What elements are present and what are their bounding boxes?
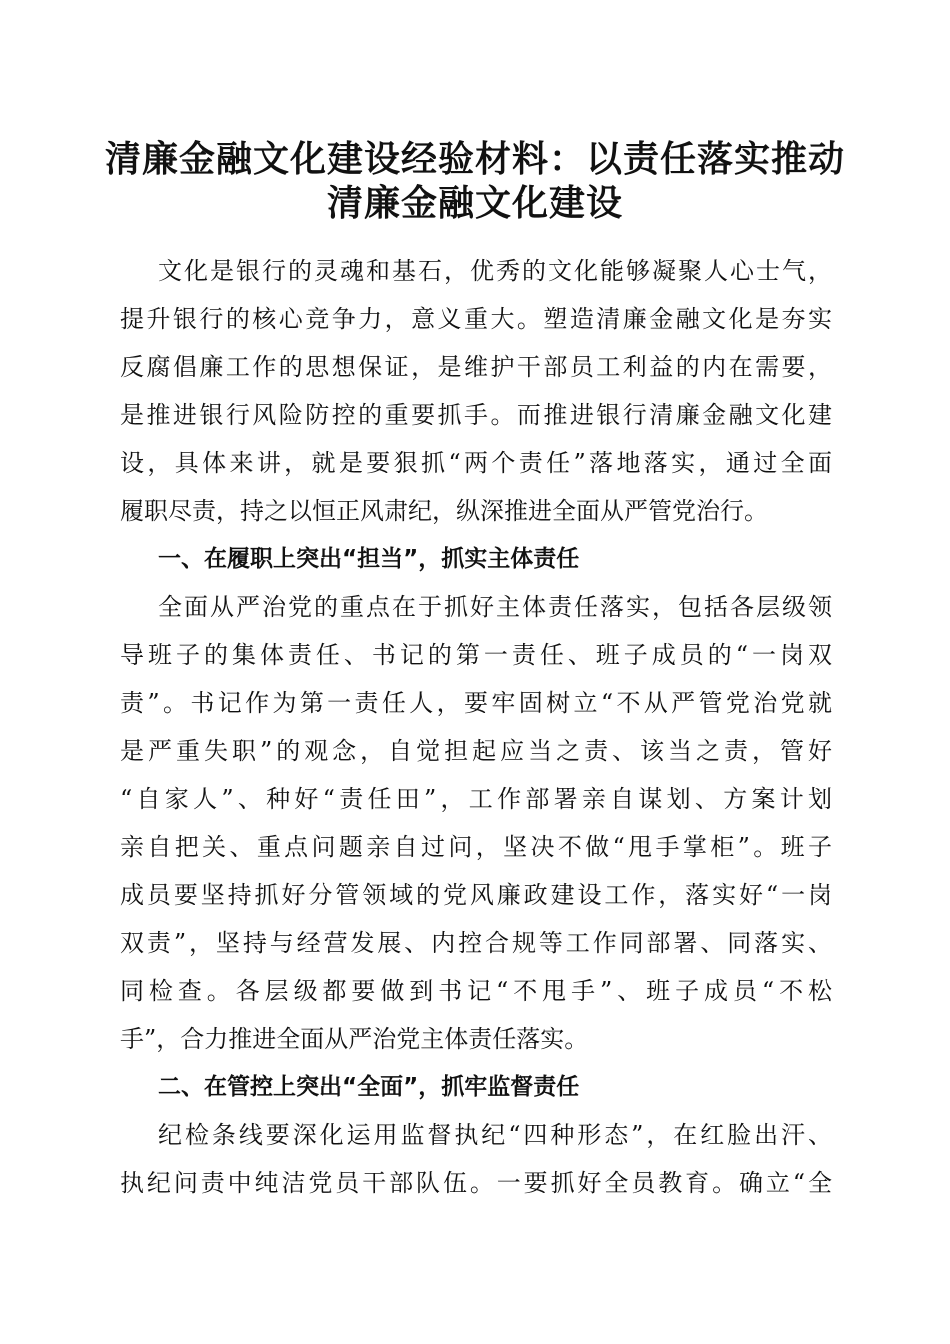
section-heading-2: 二、在管控上突出“全面”，抓牢监督责任 <box>158 1074 580 1100</box>
paragraph-2-line-7: 成员要坚持抓好分管领域的党风廉政建设工作，落实好“一岗 <box>120 881 832 909</box>
paragraph-2-line-1: 全面从严治党的重点在于抓好主体责任落实，包括各层级领 <box>158 593 832 621</box>
paragraph-3-line-2: 执纪问责中纯洁党员干部队伍。一要抓好全员教育。确立“全 <box>120 1169 832 1197</box>
paragraph-1-line-2: 提升银行的核心竞争力，意义重大。塑造清廉金融文化是夯实 <box>120 305 832 333</box>
paragraph-1-line-5: 设，具体来讲，就是要狠抓“两个责任”落地落实，通过全面 <box>120 449 832 477</box>
paragraph-2-line-8: 双责”，坚持与经营发展、内控合规等工作同部署、同落实、 <box>120 929 832 957</box>
paragraph-2-line-5: “自家人”、种好“责任田”，工作部署亲自谋划、方案计划 <box>120 785 832 813</box>
section-heading-1: 一、在履职上突出“担当”，抓实主体责任 <box>158 546 580 572</box>
paragraph-2-line-4: 是严重失职”的观念，自觉担起应当之责、该当之责，管好 <box>120 737 832 765</box>
paragraph-1-line-3: 反腐倡廉工作的思想保证，是维护干部员工利益的内在需要， <box>120 353 832 381</box>
paragraph-2-line-3: 责”。书记作为第一责任人，要牢固树立“不从严管党治党就 <box>120 689 832 717</box>
paragraph-2-line-6: 亲自把关、重点问题亲自过问，坚决不做“甩手掌柜”。班子 <box>120 833 832 861</box>
document-title-line-2: 清廉金融文化建设 <box>326 182 623 224</box>
paragraph-2-line-10: 手”，合力推进全面从严治党主体责任落实。 <box>120 1025 589 1053</box>
paragraph-2-line-2: 导班子的集体责任、书记的第一责任、班子成员的“一岗双 <box>120 641 832 669</box>
paragraph-3-line-1: 纪检条线要深化运用监督执纪“四种形态”，在红脸出汗、 <box>158 1121 832 1149</box>
paragraph-2-line-9: 同检查。各层级都要做到书记“不甩手”、班子成员“不松 <box>120 977 832 1005</box>
document-title-line-1: 清廉金融文化建设经验材料：以责任落实推动 <box>104 138 845 180</box>
paragraph-1-line-6: 履职尽责，持之以恒正风肃纪，纵深推进全面从严管党治行。 <box>120 497 768 525</box>
paragraph-1-line-1: 文化是银行的灵魂和基石，优秀的文化能够凝聚人心士气， <box>158 257 832 285</box>
paragraph-1-line-4: 是推进银行风险防控的重要抓手。而推进银行清廉金融文化建 <box>120 401 832 429</box>
